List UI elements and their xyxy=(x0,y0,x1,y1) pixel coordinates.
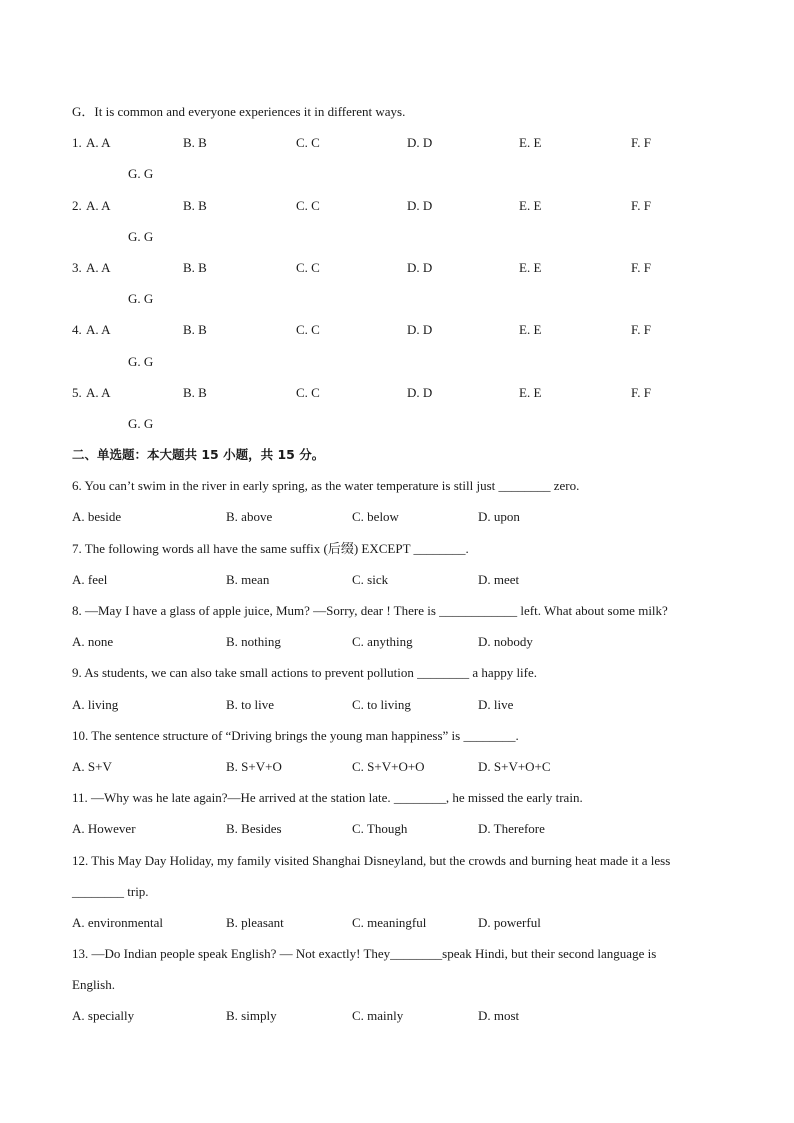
matching-question-row xyxy=(72,256,732,287)
answer-option[interactable]: B. B xyxy=(183,197,207,213)
answer-option[interactable]: G. G xyxy=(128,166,154,182)
matching-question-row xyxy=(72,131,732,162)
answer-option[interactable]: D. live xyxy=(478,696,514,712)
answer-option[interactable]: C. meaningful xyxy=(352,914,427,930)
question-stem: 11. —Why was he late again?—He arrived at the station late. ________, he missed the early train. xyxy=(72,790,583,806)
section-title: 二、单选题：本大题共 15 小题，共 15 分。 xyxy=(72,447,325,463)
answer-option[interactable]: B. mean xyxy=(226,571,270,587)
answer-option[interactable]: D. most xyxy=(478,1008,520,1024)
answer-option[interactable]: D. upon xyxy=(478,509,520,525)
question-number: 5. xyxy=(72,384,82,400)
answer-option[interactable]: E. E xyxy=(519,197,542,213)
answer-option[interactable]: B. nothing xyxy=(226,634,281,650)
answer-option[interactable]: C. to living xyxy=(352,696,411,712)
answer-option[interactable]: D. D xyxy=(407,322,433,338)
question-stem: 8. —May I have a glass of apple juice, Mum? —Sorry, dear ! There is ____________ left. What about some milk? xyxy=(72,603,668,618)
answer-option[interactable]: G. G xyxy=(128,415,154,431)
answer-option[interactable]: B. to live xyxy=(226,696,275,712)
matching-questions xyxy=(72,131,732,443)
answer-option[interactable]: A. However xyxy=(72,821,136,837)
matching-question-row-continued xyxy=(72,287,732,318)
answer-option[interactable]: E. E xyxy=(519,135,542,151)
answer-option[interactable]: D. D xyxy=(407,384,433,400)
answer-option[interactable]: D. meet xyxy=(478,571,520,587)
answer-option[interactable]: A. feel xyxy=(72,571,108,587)
answer-option[interactable]: A. A xyxy=(86,322,111,338)
answer-option[interactable]: F. F xyxy=(631,197,651,213)
answer-option[interactable]: C. mainly xyxy=(352,1008,404,1024)
answer-option[interactable]: B. B xyxy=(183,259,207,275)
answer-option[interactable]: F. F xyxy=(631,135,651,151)
question-stem-continued: ________ trip. xyxy=(72,883,149,899)
choice-options-row xyxy=(72,693,732,724)
choice-options-row xyxy=(72,1004,732,1035)
answer-option[interactable]: C. S+V+O+O xyxy=(352,758,425,774)
choice-options-row xyxy=(72,568,732,599)
answer-option[interactable]: B. B xyxy=(183,322,207,338)
answer-option[interactable]: G. G xyxy=(128,291,154,307)
question-stem: 7. The following words all have the same suffix (后缀) EXCEPT ________. xyxy=(72,540,469,556)
exam-page xyxy=(72,100,732,1036)
answer-option[interactable]: A. A xyxy=(86,384,111,400)
answer-option[interactable]: D. Therefore xyxy=(478,821,545,837)
answer-option[interactable]: F. F xyxy=(631,259,651,275)
answer-option[interactable]: F. F xyxy=(631,322,651,338)
answer-option[interactable]: B. B xyxy=(183,384,207,400)
question-stem: 9. As students, we can also take small actions to prevent pollution ________ a happy life. xyxy=(72,665,538,681)
answer-option[interactable]: F. F xyxy=(631,384,651,400)
answer-option[interactable]: A. A xyxy=(86,259,111,275)
answer-option[interactable]: A. living xyxy=(72,696,119,712)
choice-options-row xyxy=(72,505,732,536)
answer-option[interactable]: C. anything xyxy=(352,634,413,650)
answer-option[interactable]: C. below xyxy=(352,509,399,525)
answer-option[interactable]: B. above xyxy=(226,509,273,525)
answer-option[interactable]: A. beside xyxy=(72,509,122,525)
choice-options-row xyxy=(72,755,732,786)
answer-option[interactable]: D. powerful xyxy=(478,914,541,930)
question-stem: 6. You can’t swim in the river in early spring, as the water temperature is still just ________ zero. xyxy=(72,478,580,494)
matching-question-row xyxy=(72,318,732,349)
choice-options-row xyxy=(72,630,732,661)
choice-options-row xyxy=(72,911,732,942)
answer-option[interactable]: B. S+V+O xyxy=(226,758,282,774)
option-g-text: G．It is common and everyone experiences it in different ways. xyxy=(72,104,406,119)
question-number: 3. xyxy=(72,259,82,275)
question-number: 4. xyxy=(72,322,82,338)
answer-option[interactable]: B. simply xyxy=(226,1008,277,1024)
answer-option[interactable]: D. D xyxy=(407,135,433,151)
choice-options-row xyxy=(72,817,732,848)
answer-option[interactable]: A. A xyxy=(86,197,111,213)
answer-option[interactable]: A. specially xyxy=(72,1008,135,1024)
answer-option[interactable]: G. G xyxy=(128,353,154,369)
matching-question-row xyxy=(72,381,732,412)
matching-question-row xyxy=(72,194,732,225)
matching-question-row-continued xyxy=(72,350,732,381)
question-number: 2. xyxy=(72,197,82,213)
answer-option[interactable]: C. C xyxy=(296,259,320,275)
answer-option[interactable]: A. environmental xyxy=(72,914,163,930)
answer-option[interactable]: A. none xyxy=(72,634,114,650)
answer-option[interactable]: C. C xyxy=(296,322,320,338)
answer-option[interactable]: C. C xyxy=(296,197,320,213)
answer-option[interactable]: E. E xyxy=(519,259,542,275)
answer-option[interactable]: D. nobody xyxy=(478,634,533,650)
choice-questions xyxy=(72,474,732,1035)
answer-option[interactable]: B. pleasant xyxy=(226,914,284,930)
answer-option[interactable]: E. E xyxy=(519,322,542,338)
matching-question-row-continued xyxy=(72,412,732,443)
answer-option[interactable]: G. G xyxy=(128,228,154,244)
question-stem: 10. The sentence structure of “Driving brings the young man happiness” is ________. xyxy=(72,727,519,743)
answer-option[interactable]: B. B xyxy=(183,135,207,151)
answer-option[interactable]: D. D xyxy=(407,259,433,275)
answer-option[interactable]: E. E xyxy=(519,384,542,400)
answer-option[interactable]: C. sick xyxy=(352,571,389,587)
question-number: 1. xyxy=(72,135,82,151)
answer-option[interactable]: A. S+V xyxy=(72,758,112,774)
answer-option[interactable]: D. S+V+O+C xyxy=(478,758,551,774)
answer-option[interactable]: A. A xyxy=(86,135,111,151)
matching-question-row-continued xyxy=(72,162,732,193)
question-stem: 12. This May Day Holiday, my family visited Shanghai Disneyland, but the crowds and burning heat made it a less xyxy=(72,852,671,868)
answer-option[interactable]: D. D xyxy=(407,197,433,213)
answer-option[interactable]: C. C xyxy=(296,135,320,151)
answer-option[interactable]: C. C xyxy=(296,384,320,400)
question-stem-continued: English. xyxy=(72,977,115,993)
question-stem: 13. —Do Indian people speak English? — Not exactly! They________speak Hindi, but their second language is xyxy=(72,946,657,962)
answer-option[interactable]: C. Though xyxy=(352,821,408,837)
matching-question-row-continued xyxy=(72,225,732,256)
answer-option[interactable]: B. Besides xyxy=(226,821,282,837)
